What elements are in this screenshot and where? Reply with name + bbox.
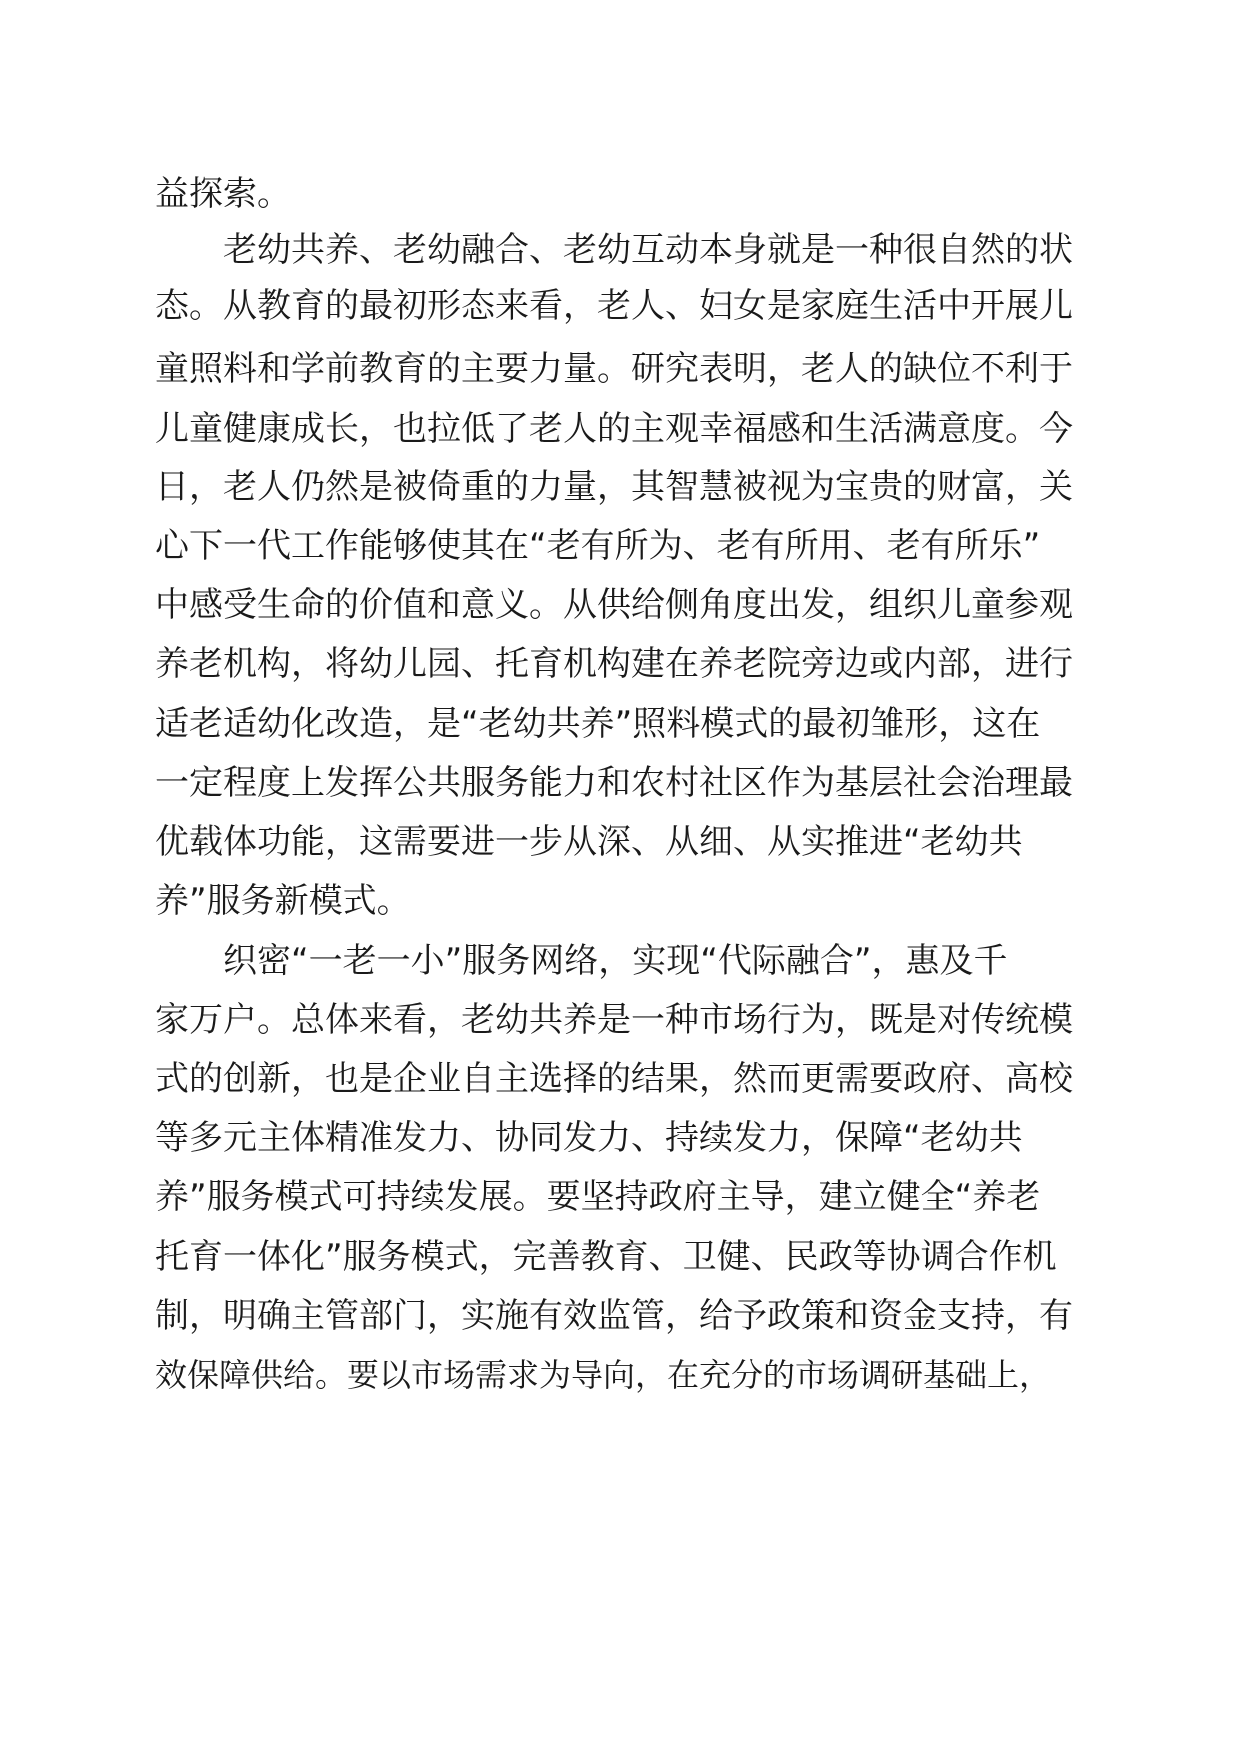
paragraph-line: 态。从教育的最初形态来看，老人、妇女是家庭生活中开展儿 xyxy=(155,286,1073,326)
paragraph-line: 心下一代工作能够使其在“老有所为、老有所用、老有所乐” xyxy=(155,526,1041,566)
paragraph-line: 儿童健康成长，也拉低了老人的主观幸福感和生活满意度。今 xyxy=(155,409,1073,449)
paragraph-line: 养老机构，将幼儿园、托育机构建在养老院旁边或内部，进行 xyxy=(155,644,1073,684)
paragraph-line: 式的创新，也是企业自主选择的结果，然而更需要政府、高校 xyxy=(155,1059,1073,1099)
paragraph-line: 日，老人仍然是被倚重的力量，其智慧被视为宝贵的财富，关 xyxy=(155,467,1073,507)
paragraph-line: 织密“一老一小”服务网络，实现“代际融合”，惠及千 xyxy=(223,941,1008,981)
paragraph-line: 一定程度上发挥公共服务能力和农村社区作为基层社会治理最 xyxy=(155,763,1073,803)
paragraph-line: 养”服务新模式。 xyxy=(155,881,411,921)
paragraph-line: 优载体功能，这需要进一步从深、从细、从实推进“老幼共 xyxy=(155,822,1023,862)
paragraph-line: 适老适幼化改造，是“老幼共养”照料模式的最初雏形，这在 xyxy=(155,704,1041,744)
paragraph-line: 童照料和学前教育的主要力量。研究表明，老人的缺位不利于 xyxy=(155,349,1073,389)
paragraph-line: 托育一体化”服务模式，完善教育、卫健、民政等协调合作机 xyxy=(155,1237,1057,1277)
paragraph-line: 等多元主体精准发力、协同发力、持续发力，保障“老幼共 xyxy=(155,1118,1023,1158)
paragraph-line: 益探索。 xyxy=(155,174,291,214)
paragraph-line: 老幼共养、老幼融合、老幼互动本身就是一种很自然的状 xyxy=(223,230,1073,270)
paragraph-line: 效保障供给。要以市场需求为导向，在充分的市场调研基础上， xyxy=(155,1356,1052,1394)
paragraph-line: 中感受生命的价值和意义。从供给侧角度出发，组织儿童参观 xyxy=(155,585,1073,625)
paragraph-line: 家万户。总体来看，老幼共养是一种市场行为，既是对传统模 xyxy=(155,1000,1073,1040)
paragraph-line: 制，明确主管部门，实施有效监管，给予政策和资金支持，有 xyxy=(155,1296,1073,1336)
paragraph-line: 养”服务模式可持续发展。要坚持政府主导，建立健全“养老 xyxy=(155,1177,1041,1217)
